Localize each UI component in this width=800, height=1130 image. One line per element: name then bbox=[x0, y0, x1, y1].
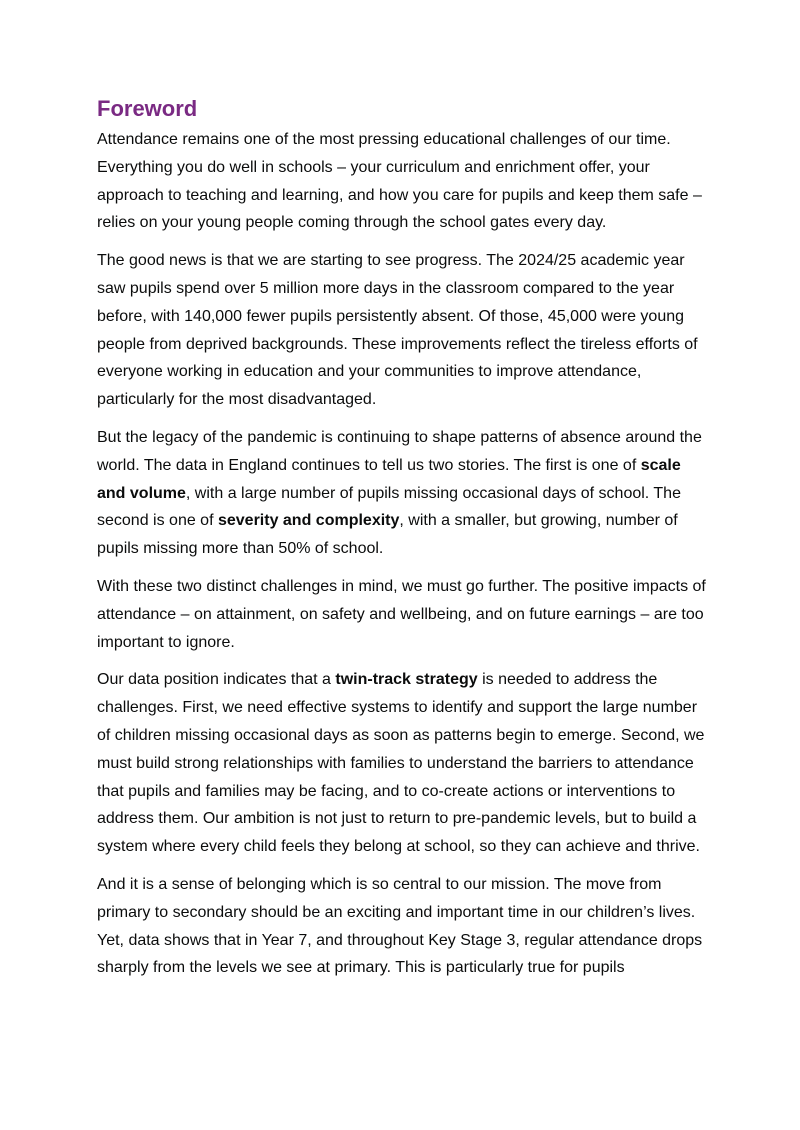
paragraph-text: , with a smaller, but growing, number of pupils missing more than 50% of school. bbox=[97, 512, 678, 558]
paragraph-text: And it is a sense of belonging which is so central to our mission. The move from primary to secondary should be an exciting and important time in our children’s lives. Yet, data shows that in Year 7, and throughout Key Stage 3, regular attendance drops sharply from the levels we see at primary. This is particularly true for pupils bbox=[97, 875, 703, 977]
emphasis-text: twin-track strategy bbox=[335, 671, 478, 689]
paragraph-text: But the legacy of the pandemic is continuing to shape patterns of absence around the world. The data in England continues to tell us two stories. The first is one of bbox=[97, 428, 702, 474]
paragraph-4 bbox=[97, 573, 709, 656]
paragraph-text: is needed to address the challenges. First, we need effective systems to identify and support the large number of children missing occasional days as soon as patterns begin to emerge. Second, we must build strong relationships with families to understand the barriers to attendance that pupils and families may be facing, and to co-create actions or interventions to address them. Our ambition is not just to return to pre-pandemic levels, but to build a system where every child feels they belong at school, so they can achieve and thrive. bbox=[97, 671, 705, 856]
page-title: Foreword bbox=[97, 96, 198, 121]
paragraph-2 bbox=[97, 247, 709, 414]
paragraph-3 bbox=[97, 424, 709, 563]
document-page bbox=[97, 92, 709, 992]
paragraph-text: The good news is that we are starting to see progress. The 2024/25 academic year saw pupils spend over 5 million more days in the classroom compared to the year before, with 140,000 fewer pupils persistently absent. Of those, 45,000 were young people from deprived backgrounds. These improvements reflect the tireless efforts of everyone working in education and your communities to improve attendance, particularly for the most disadvantaged. bbox=[97, 252, 698, 409]
paragraph-text: Our data position indicates that a bbox=[97, 671, 336, 689]
emphasis-text: severity and complexity bbox=[217, 512, 400, 530]
paragraph-6 bbox=[97, 871, 709, 982]
emphasis-text: scale and volume bbox=[97, 456, 681, 502]
paragraph-text: Attendance remains one of the most pressing educational challenges of our time. Everything you do well in schools – your curriculum and enrichment offer, your approach to teaching and learning, and how you care for pupils and keep them safe – relies on your young people coming through the school gates every day. bbox=[97, 131, 702, 232]
paragraph-text: With these two distinct challenges in mind, we must go further. The positive impacts of attendance – on attainment, on safety and wellbeing, and on future earnings – are too important to ignore. bbox=[97, 577, 706, 651]
paragraph-1 bbox=[97, 126, 709, 237]
paragraph-text: , with a large number of pupils missing occasional days of school. The second is one of bbox=[97, 484, 681, 530]
paragraph-5 bbox=[97, 666, 709, 861]
